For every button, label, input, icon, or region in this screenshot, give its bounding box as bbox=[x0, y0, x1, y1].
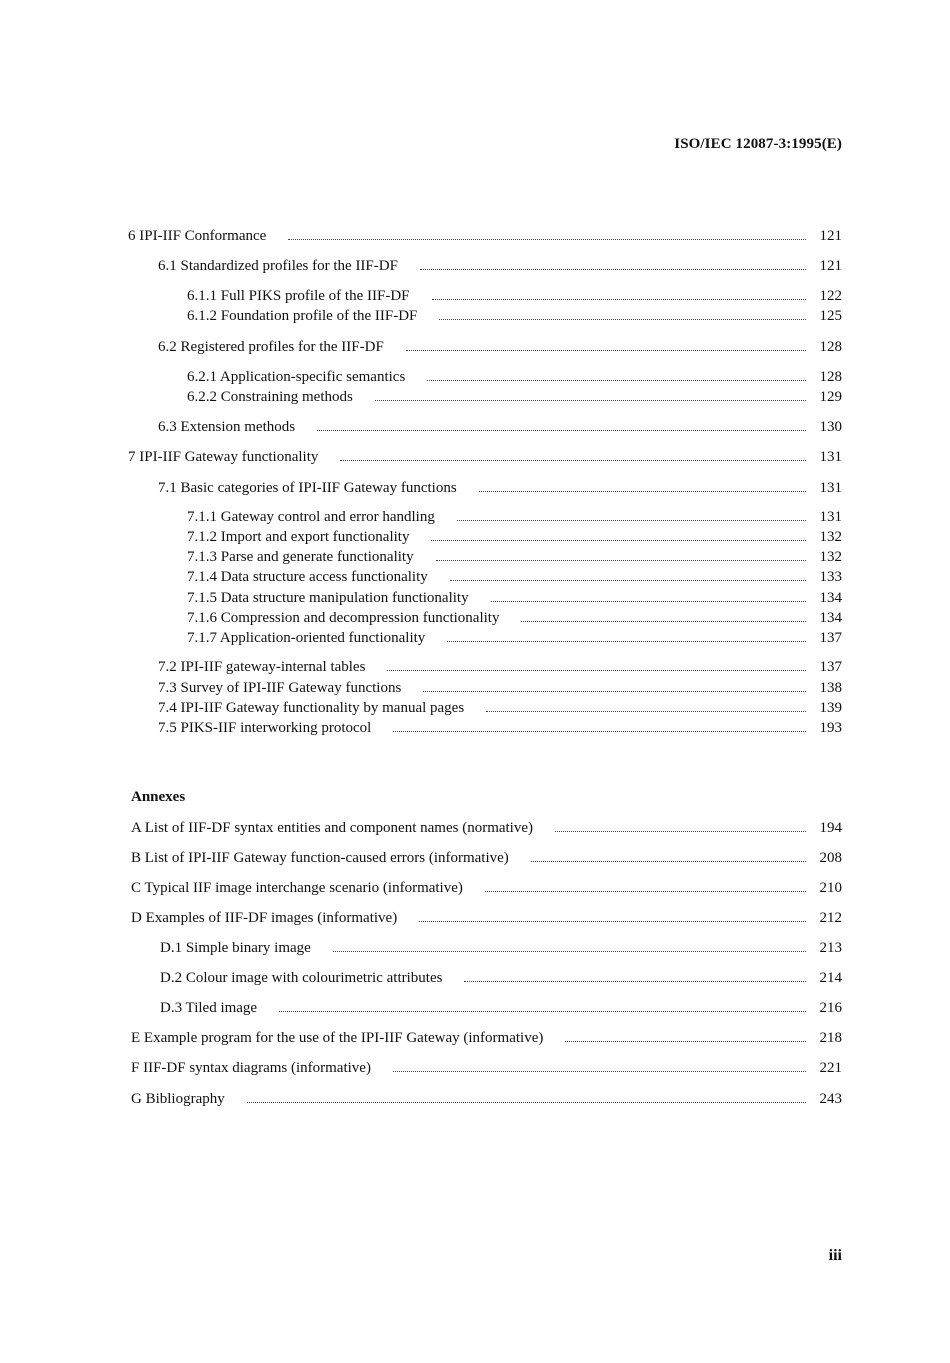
toc-entry[interactable] bbox=[187, 548, 842, 566]
dot-leader bbox=[333, 951, 806, 952]
dot-leader bbox=[317, 430, 806, 431]
toc-entry[interactable] bbox=[187, 307, 842, 325]
annex-entry-title: B List of IPI-IIF Gateway function-caused errors (informative) bbox=[131, 850, 509, 866]
toc-entry-title: 6.1.2 Foundation profile of the IIF-DF bbox=[187, 308, 418, 324]
toc-entry-page: 134 bbox=[819, 590, 842, 606]
document-header: ISO/IEC 12087-3:1995(E) bbox=[674, 136, 842, 152]
toc-entry-page: 121 bbox=[819, 258, 842, 274]
annex-entry-page: 214 bbox=[819, 970, 842, 986]
toc-entry-title: 6.1.1 Full PIKS profile of the IIF-DF bbox=[187, 288, 410, 304]
dot-leader bbox=[427, 380, 806, 381]
toc-entry-title: 7.3 Survey of IPI-IIF Gateway functions bbox=[158, 680, 402, 696]
dot-leader bbox=[555, 831, 806, 832]
annex-entry-page: 218 bbox=[819, 1030, 842, 1046]
toc-entry-title: 6.2.1 Application-specific semantics bbox=[187, 369, 406, 385]
toc-entry[interactable] bbox=[187, 388, 842, 406]
toc-entry-title: 7.1.3 Parse and generate functionality bbox=[187, 549, 414, 565]
annex-entry-title: A List of IIF-DF syntax entities and component names (normative) bbox=[131, 820, 534, 836]
toc-entry-title: 6 IPI-IIF Conformance bbox=[128, 228, 267, 244]
annex-entry-title: G Bibliography bbox=[131, 1091, 225, 1107]
dot-leader bbox=[288, 239, 806, 240]
toc-entry-page: 137 bbox=[819, 659, 842, 675]
dot-leader bbox=[565, 1041, 806, 1042]
dot-leader bbox=[432, 299, 807, 300]
toc-entry[interactable] bbox=[187, 568, 842, 586]
toc-entry-title: 7 IPI-IIF Gateway functionality bbox=[128, 449, 319, 465]
toc-entry[interactable] bbox=[187, 368, 842, 386]
annex-entry[interactable] bbox=[131, 849, 842, 867]
dot-leader bbox=[486, 711, 806, 712]
toc-entry[interactable] bbox=[187, 508, 842, 526]
annex-entry[interactable] bbox=[131, 1029, 842, 1047]
toc-entry[interactable] bbox=[158, 257, 842, 275]
toc-entry-title: 7.1 Basic categories of IPI-IIF Gateway functions bbox=[158, 480, 457, 496]
toc-entry-page: 132 bbox=[819, 549, 842, 565]
toc-entry-title: 7.1.2 Import and export functionality bbox=[187, 529, 410, 545]
annex-entry-page: 221 bbox=[819, 1060, 842, 1076]
dot-leader bbox=[491, 601, 806, 602]
toc-entry-page: 131 bbox=[819, 509, 842, 525]
dot-leader bbox=[439, 319, 806, 320]
annex-entry-page: 243 bbox=[819, 1091, 842, 1107]
dot-leader bbox=[387, 670, 806, 671]
toc-entry[interactable] bbox=[187, 629, 842, 647]
toc-entry-title: 6.2.2 Constraining methods bbox=[187, 389, 353, 405]
dot-leader bbox=[447, 641, 806, 642]
annex-entry[interactable] bbox=[160, 999, 842, 1017]
annex-entry-page: 194 bbox=[819, 820, 842, 836]
toc-entry-page: 131 bbox=[819, 449, 842, 465]
toc-entry[interactable] bbox=[187, 589, 842, 607]
toc-entry[interactable] bbox=[158, 719, 842, 737]
annex-entry-page: 212 bbox=[819, 910, 842, 926]
annex-entry[interactable] bbox=[131, 879, 842, 897]
toc-entry-page: 139 bbox=[819, 700, 842, 716]
annex-entry-title: E Example program for the use of the IPI-IIF Gateway (informative) bbox=[131, 1030, 544, 1046]
annex-entry-title: D.3 Tiled image bbox=[160, 1000, 258, 1016]
dot-leader bbox=[393, 1071, 806, 1072]
toc-entry[interactable] bbox=[128, 227, 842, 245]
annex-entry-title: F IIF-DF syntax diagrams (informative) bbox=[131, 1060, 371, 1076]
dot-leader bbox=[450, 580, 806, 581]
dot-leader bbox=[423, 691, 806, 692]
toc-entry-title: 7.1.6 Compression and decompression functionality bbox=[187, 610, 500, 626]
toc-entry-title: 7.1.4 Data structure access functionality bbox=[187, 569, 428, 585]
toc-entry[interactable] bbox=[158, 418, 842, 436]
toc-entry-title: 6.3 Extension methods bbox=[158, 419, 296, 435]
toc-entry-page: 128 bbox=[819, 369, 842, 385]
toc-entry-page: 121 bbox=[819, 228, 842, 244]
toc-entry-page: 125 bbox=[819, 308, 842, 324]
toc-entry-page: 137 bbox=[819, 630, 842, 646]
dot-leader bbox=[247, 1102, 806, 1103]
dot-leader bbox=[479, 491, 806, 492]
annex-entry-title: D Examples of IIF-DF images (informative) bbox=[131, 910, 398, 926]
toc-entry[interactable] bbox=[187, 287, 842, 305]
dot-leader bbox=[436, 560, 806, 561]
dot-leader bbox=[419, 921, 806, 922]
dot-leader bbox=[485, 891, 806, 892]
toc-entry-title: 6.1 Standardized profiles for the IIF-DF bbox=[158, 258, 398, 274]
toc-entry-page: 134 bbox=[819, 610, 842, 626]
dot-leader bbox=[431, 540, 806, 541]
annex-entry[interactable] bbox=[131, 1090, 842, 1108]
annex-entry-page: 208 bbox=[819, 850, 842, 866]
annex-entry[interactable] bbox=[131, 819, 842, 837]
toc-entry-page: 129 bbox=[819, 389, 842, 405]
annex-entry[interactable] bbox=[160, 969, 842, 987]
toc-entry-title: 6.2 Registered profiles for the IIF-DF bbox=[158, 339, 384, 355]
dot-leader bbox=[375, 400, 806, 401]
annex-entry-page: 216 bbox=[819, 1000, 842, 1016]
toc-entry[interactable] bbox=[158, 699, 842, 717]
toc-entry-page: 131 bbox=[819, 480, 842, 496]
toc-entry[interactable] bbox=[187, 609, 842, 627]
toc-entry[interactable] bbox=[158, 479, 842, 497]
toc-entry-page: 193 bbox=[819, 720, 842, 736]
toc-entry-title: 7.1.7 Application-oriented functionality bbox=[187, 630, 426, 646]
dot-leader bbox=[393, 731, 806, 732]
annex-entry-page: 213 bbox=[819, 940, 842, 956]
toc-entry-title: 7.4 IPI-IIF Gateway functionality by manual pages bbox=[158, 700, 465, 716]
annex-entry-title: D.2 Colour image with colourimetric attributes bbox=[160, 970, 443, 986]
annex-entry[interactable] bbox=[131, 909, 842, 927]
dot-leader bbox=[457, 520, 806, 521]
toc-entry-title: 7.5 PIKS-IIF interworking protocol bbox=[158, 720, 372, 736]
toc-entry-title: 7.2 IPI-IIF gateway-internal tables bbox=[158, 659, 366, 675]
toc-entry-title: 7.1.1 Gateway control and error handling bbox=[187, 509, 435, 525]
annex-entry-title: C Typical IIF image interchange scenario (informative) bbox=[131, 880, 463, 896]
toc-entry-page: 128 bbox=[819, 339, 842, 355]
dot-leader bbox=[531, 861, 806, 862]
annex-entry[interactable] bbox=[131, 1059, 842, 1077]
toc-entry-page: 133 bbox=[819, 569, 842, 585]
toc-entry-title: 7.1.5 Data structure manipulation functionality bbox=[187, 590, 469, 606]
annex-entry-title: D.1 Simple binary image bbox=[160, 940, 311, 956]
annex-entry-page: 210 bbox=[819, 880, 842, 896]
toc-entry[interactable] bbox=[128, 448, 842, 466]
dot-leader bbox=[279, 1011, 806, 1012]
annex-entry[interactable] bbox=[160, 939, 842, 957]
dot-leader bbox=[340, 460, 806, 461]
toc-entry[interactable] bbox=[158, 658, 842, 676]
dot-leader bbox=[464, 981, 806, 982]
dot-leader bbox=[406, 350, 806, 351]
page-number: iii bbox=[828, 1247, 842, 1264]
dot-leader bbox=[521, 621, 806, 622]
toc-entry-page: 132 bbox=[819, 529, 842, 545]
toc-entry[interactable] bbox=[187, 528, 842, 546]
toc-entry-page: 138 bbox=[819, 680, 842, 696]
dot-leader bbox=[420, 269, 806, 270]
toc-entry-page: 130 bbox=[819, 419, 842, 435]
annexes-heading: Annexes bbox=[131, 789, 186, 805]
toc-entry[interactable] bbox=[158, 338, 842, 356]
toc-entry-page: 122 bbox=[819, 288, 842, 304]
toc-entry[interactable] bbox=[158, 679, 842, 697]
